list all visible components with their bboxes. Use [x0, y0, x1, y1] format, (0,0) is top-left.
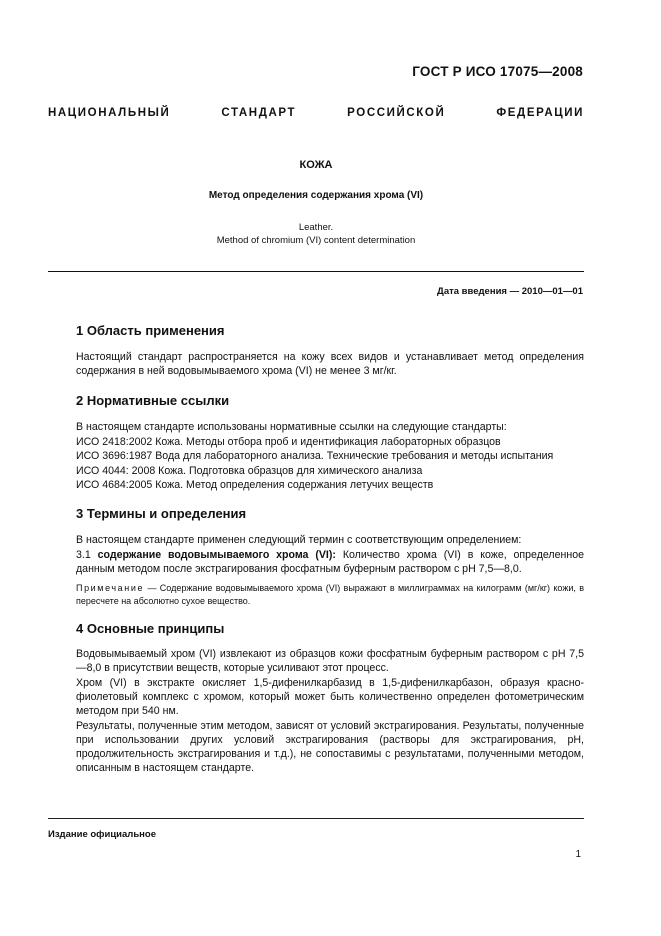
official-edition-label: Издание официальное	[48, 829, 156, 840]
section-4-paragraph-1: Водовымываемый хром (VI) извлекают из образцов кожи фосфатным буферным раствором с рН 7,5—8,0 в присутствии веществ, которые усиливают этот процесс.	[76, 648, 584, 675]
term-name: содержание водовымываемого хрома (VI):	[97, 548, 336, 561]
reference-item: ИСО 4684:2005 Кожа. Метод определения содержания летучих веществ	[76, 479, 434, 491]
section-3-heading: 3 Термины и определения	[76, 506, 247, 521]
english-title-line-2: Method of chromium (VI) content determination	[216, 235, 416, 246]
page-number: 1	[575, 849, 581, 860]
reference-item: ИСО 3696:1987 Вода для лабораторного анализа. Технические требования и методы испытания	[76, 450, 554, 462]
document-subtitle: Метод определения содержания хрома (VI)	[208, 190, 424, 201]
section-1-heading: 1 Область применения	[76, 323, 225, 338]
term-definition-text: Количество хрома (VI) в коже, определенное данным методом после экстрагирования фосфатным буферным раствором с рН 7,5—8,0.	[76, 548, 584, 575]
footer-divider	[48, 818, 584, 819]
section-2-heading: 2 Нормативные ссылки	[76, 393, 230, 408]
document-code: ГОСТ Р ИСО 17075—2008	[412, 64, 583, 79]
reference-item: ИСО 4044: 2008 Кожа. Подготовка образцов для химического анализа	[76, 464, 423, 477]
note	[76, 582, 584, 608]
national-standard-banner: НАЦИОНАЛЬНЫЙ СТАНДАРТ РОССИЙСКОЙ ФЕДЕРАЦИИ	[48, 107, 584, 119]
section-4-paragraph-2: Хром (VI) в экстракте окисляет 1,5-дифенилкарбазид в 1,5-дифенилкарбазон, образуя красно-фиолетовый комплекс с хромом, который может быть количественно определен фотометрическим методом при 540 нм.	[76, 676, 584, 718]
term-number: 3.1	[76, 548, 91, 561]
english-title-line-1: Leather.	[298, 222, 334, 233]
section-3-intro: В настоящем стандарте применен следующий термин с соответствующим определением:	[76, 534, 522, 546]
effective-date: Дата введения — 2010—01—01	[437, 286, 583, 297]
title-divider	[48, 271, 584, 272]
document-title: КОЖА	[299, 159, 333, 171]
reference-item: ИСО 2418:2002 Кожа. Методы отбора проб и идентификация лабораторных образцов	[76, 435, 501, 448]
note-text: — Содержание водовымываемого хрома (VI) выражают в миллиграммах на килограмм (мг/кг) кожи, в пересчете на абсолютно сухое вещество.	[76, 583, 584, 606]
section-4-paragraph-3: Результаты, полученные этим методом, зависят от условий экстрагирования. Результаты, полученные при использовании других условий экстрагирования (растворы для экстрагирования, рН, продолжительность экстрагирования и т.д.), не сопоставимы с результатами, полученными методом, описанным в настоящем стандарте.	[76, 719, 584, 775]
note-label: Примечание	[76, 583, 145, 593]
section-1-paragraph: Настоящий стандарт распространяется на кожу всех видов и устанавливает метод определения содержания в ней водовымываемого хрома (VI) не менее 3 мг/кг.	[76, 351, 584, 378]
term-definition	[76, 548, 584, 577]
section-1-text	[76, 350, 584, 379]
section-4-heading: 4 Основные принципы	[76, 621, 225, 636]
section-2-intro: В настоящем стандарте использованы нормативные ссылки на следующие стандарты:	[76, 421, 507, 433]
